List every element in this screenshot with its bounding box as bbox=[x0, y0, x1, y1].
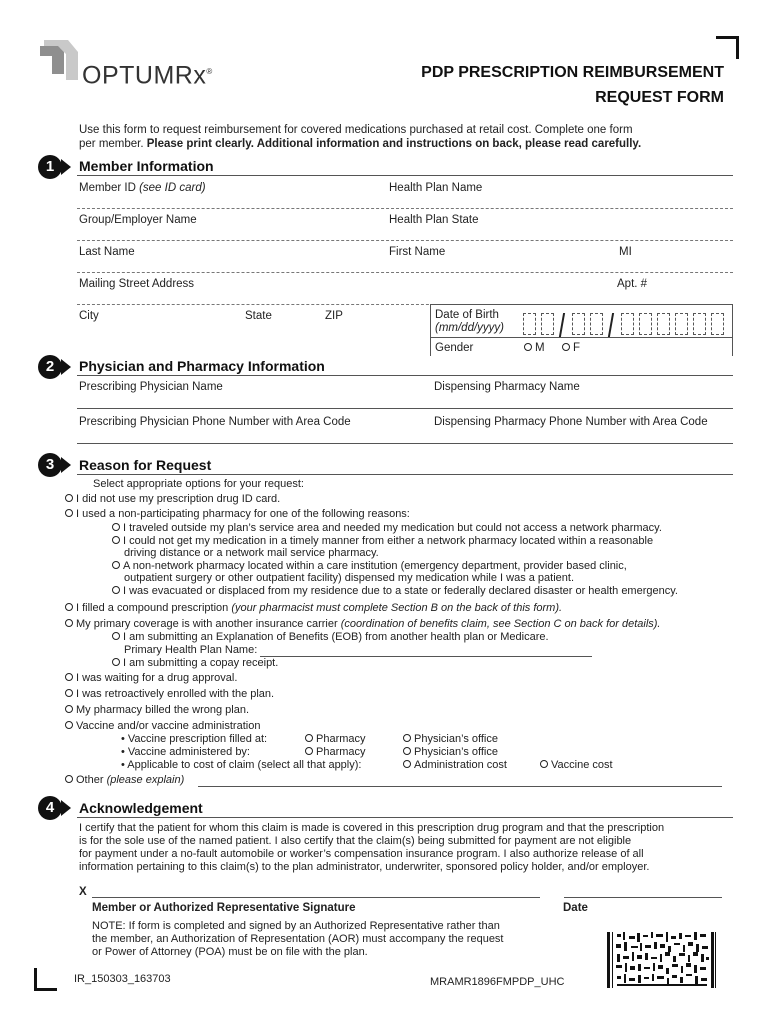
section1-rule bbox=[77, 175, 733, 176]
radio-circle-icon bbox=[524, 343, 532, 351]
radio-circle-icon bbox=[112, 586, 120, 594]
logo-text: OPTUMRx® bbox=[82, 61, 213, 90]
signature-label: Member or Authorized Representative Signature bbox=[92, 902, 356, 914]
radio-circle-icon bbox=[112, 536, 120, 544]
vaccine-cost-vaccine[interactable]: Vaccine cost bbox=[540, 759, 613, 772]
footer-left-code: IR_150303_163703 bbox=[74, 973, 171, 985]
section-number-2: 2 bbox=[38, 355, 62, 379]
ack-text-line3: for payment under a no-fault automobile or worker’s compensation insurance program. I also authorize release of all bbox=[79, 848, 644, 860]
optum-logo-icon bbox=[38, 36, 82, 84]
vaccine-admin-pharmacy[interactable]: Pharmacy bbox=[305, 746, 366, 759]
intro-line2: per member. Please print clearly. Additional information and instructions on back, please read carefully. bbox=[79, 138, 642, 150]
gender-label: Gender bbox=[435, 342, 474, 354]
last-name-field[interactable]: Last Name bbox=[79, 246, 135, 258]
ack-text-line1: I certify that the patient for whom this claim is made is covered in this prescription drug program and that the prescription bbox=[79, 822, 665, 834]
ack-text-line4: information pertaining to this claim(s) to the plan administrator, underwriter, sponsored policy holder, and/or employer. bbox=[79, 861, 650, 873]
corner-mark-bottom-left bbox=[34, 968, 57, 991]
mailing-address-field[interactable]: Mailing Street Address bbox=[79, 278, 195, 290]
radio-circle-icon bbox=[112, 658, 120, 666]
radio-circle-icon bbox=[403, 734, 411, 742]
aor-note-line1: NOTE: If form is completed and signed by an Authorized Representative rather than bbox=[92, 920, 500, 932]
group-employer-field[interactable]: Group/Employer Name bbox=[79, 214, 197, 226]
section2-rule bbox=[77, 375, 733, 376]
pharmacy-phone-field[interactable]: Dispensing Pharmacy Phone Number with Area Code bbox=[434, 416, 708, 428]
sub-option-care-institution[interactable]: A non-network pharmacy located within a care institution (emergency department, provider based clinic, bbox=[112, 560, 627, 573]
section4-rule bbox=[77, 817, 733, 818]
option-vaccine[interactable]: Vaccine and/or vaccine administration bbox=[65, 720, 260, 733]
dob-digit-box[interactable] bbox=[675, 313, 688, 335]
city-field[interactable]: City bbox=[79, 310, 99, 322]
vaccine-admin-physician[interactable]: Physician’s office bbox=[403, 746, 498, 759]
radio-circle-icon bbox=[65, 705, 73, 713]
physician-phone-field[interactable]: Prescribing Physician Phone Number with Area Code bbox=[79, 416, 351, 428]
dob-digit-box[interactable] bbox=[657, 313, 670, 335]
radio-circle-icon bbox=[403, 747, 411, 755]
pharmacy-name-field[interactable]: Dispensing Pharmacy Name bbox=[434, 381, 580, 393]
vaccine-cost-label: • Applicable to cost of claim (select all that apply): bbox=[121, 759, 362, 771]
sub-option-timely[interactable]: I could not get my medication in a timely manner from either a network pharmacy located within a reasonable bbox=[112, 535, 653, 548]
vaccine-admin-label: • Vaccine administered by: bbox=[121, 746, 250, 758]
row-divider bbox=[77, 208, 733, 209]
vaccine-cost-admin[interactable]: Administration cost bbox=[403, 759, 507, 772]
option-waiting-approval[interactable]: I was waiting for a drug approval. bbox=[65, 672, 237, 685]
health-plan-state-field[interactable]: Health Plan State bbox=[389, 214, 479, 226]
radio-circle-icon bbox=[403, 760, 411, 768]
select-options-note: Select appropriate options for your request: bbox=[93, 478, 304, 490]
radio-circle-icon bbox=[65, 721, 73, 729]
other-explain-input[interactable] bbox=[198, 786, 722, 787]
row-divider bbox=[77, 240, 733, 241]
vaccine-filled-pharmacy[interactable]: Pharmacy bbox=[305, 733, 366, 746]
signature-input[interactable] bbox=[92, 897, 540, 898]
row-divider bbox=[77, 408, 733, 409]
first-name-field[interactable]: First Name bbox=[389, 246, 446, 258]
dob-digit-box[interactable] bbox=[572, 313, 585, 335]
radio-circle-icon bbox=[540, 760, 548, 768]
intro-line1: Use this form to request reimbursement for covered medications purchased at retail cost. Complete one form bbox=[79, 124, 633, 136]
section-title-reason: Reason for Request bbox=[79, 457, 212, 473]
sub-option-traveled[interactable]: I traveled outside my plan’s service area and needed my medication but could not access a network pharmacy. bbox=[112, 522, 662, 535]
option-no-id-card[interactable]: I did not use my prescription drug ID card. bbox=[65, 493, 280, 506]
dob-format: (mm/dd/yyyy) bbox=[435, 322, 504, 334]
radio-circle-icon bbox=[112, 632, 120, 640]
radio-circle-icon bbox=[65, 673, 73, 681]
radio-circle-icon bbox=[65, 775, 73, 783]
date-label: Date bbox=[563, 902, 588, 914]
barcode-icon bbox=[607, 932, 717, 988]
ack-text-line2: is for the sole use of the named patient. I also certify that the claim(s) being submitted for payment are not eligible bbox=[79, 835, 632, 847]
dob-digit-box[interactable] bbox=[693, 313, 706, 335]
state-field[interactable]: State bbox=[245, 310, 272, 322]
radio-circle-icon bbox=[65, 509, 73, 517]
radio-circle-icon bbox=[65, 619, 73, 627]
primary-plan-name-label: Primary Health Plan Name: bbox=[124, 644, 258, 656]
primary-plan-name-input[interactable] bbox=[260, 656, 592, 657]
apt-field[interactable]: Apt. # bbox=[617, 278, 648, 290]
dob-digit-box[interactable] bbox=[711, 313, 724, 335]
radio-circle-icon bbox=[65, 494, 73, 502]
section-number-3: 3 bbox=[38, 453, 62, 477]
dob-digit-box[interactable] bbox=[639, 313, 652, 335]
health-plan-name-field[interactable]: Health Plan Name bbox=[389, 182, 483, 194]
form-title-line1: PDP PRESCRIPTION REIMBURSEMENT bbox=[421, 64, 724, 81]
zip-field[interactable]: ZIP bbox=[325, 310, 343, 322]
option-non-participating[interactable]: I used a non-participating pharmacy for one of the following reasons: bbox=[65, 508, 410, 521]
sub-option-eob[interactable]: I am submitting an Explanation of Benefits (EOB) from another health plan or Medicare. bbox=[112, 631, 549, 644]
physician-name-field[interactable]: Prescribing Physician Name bbox=[79, 381, 223, 393]
option-retroactive[interactable]: I was retroactively enrolled with the plan. bbox=[65, 688, 274, 701]
option-wrong-plan[interactable]: My pharmacy billed the wrong plan. bbox=[65, 704, 249, 717]
sub-option-care-cont: outpatient surgery or other outpatient facility) dispensed my medication while I was a patient. bbox=[124, 572, 575, 584]
row-divider bbox=[77, 443, 733, 444]
radio-circle-icon bbox=[112, 523, 120, 531]
aor-note-line3: or Power of Attorney (POA) must be on file with the plan. bbox=[92, 946, 368, 958]
sub-option-copay[interactable]: I am submitting a copay receipt. bbox=[112, 657, 278, 670]
vaccine-filled-label: • Vaccine prescription filled at: bbox=[121, 733, 268, 745]
gender-f-radio[interactable]: F bbox=[562, 341, 580, 355]
footer-right-code: MRAMR1896FMPDP_UHC bbox=[430, 976, 565, 988]
dob-digit-box[interactable] bbox=[621, 313, 634, 335]
dob-digit-box[interactable] bbox=[541, 313, 554, 335]
form-title-line2: REQUEST FORM bbox=[595, 89, 724, 106]
vaccine-filled-physician[interactable]: Physician’s office bbox=[403, 733, 498, 746]
radio-circle-icon bbox=[65, 689, 73, 697]
dob-label: Date of Birth bbox=[435, 309, 499, 321]
radio-circle-icon bbox=[65, 603, 73, 611]
section3-rule bbox=[77, 474, 733, 475]
section-title-acknowledgement: Acknowledgement bbox=[79, 800, 203, 816]
date-input[interactable] bbox=[564, 897, 722, 898]
radio-circle-icon bbox=[305, 734, 313, 742]
radio-circle-icon bbox=[562, 343, 570, 351]
option-compound[interactable]: I filled a compound prescription (your pharmacist must complete Section B on the back of this form). bbox=[65, 602, 562, 615]
section-title-member-information: Member Information bbox=[79, 158, 214, 174]
option-other[interactable]: Other (please explain) bbox=[65, 774, 184, 787]
mi-field[interactable]: MI bbox=[619, 246, 632, 258]
signature-x-mark: X bbox=[79, 886, 87, 898]
dob-gender-divider bbox=[430, 337, 733, 338]
dob-digit-box[interactable] bbox=[523, 313, 536, 335]
radio-circle-icon bbox=[112, 561, 120, 569]
sub-option-timely-cont: driving distance or a network mail service pharmacy. bbox=[124, 547, 379, 559]
gender-m-radio[interactable]: M bbox=[524, 341, 545, 355]
sub-option-evacuated[interactable]: I was evacuated or displaced from my residence due to a state or federally declared disaster or health emergency. bbox=[112, 585, 678, 598]
option-primary-coverage[interactable]: My primary coverage is with another insurance carrier (coordination of benefits claim, see Section C on back for details). bbox=[65, 618, 661, 631]
section-title-physician-pharmacy: Physician and Pharmacy Information bbox=[79, 358, 325, 374]
section-number-4: 4 bbox=[38, 796, 62, 820]
dob-digit-box[interactable] bbox=[590, 313, 603, 335]
aor-note-line2: the member, an Authorization of Representation (AOR) must accompany the request bbox=[92, 933, 504, 945]
row-divider bbox=[77, 272, 733, 273]
corner-mark-top-right bbox=[716, 36, 739, 59]
radio-circle-icon bbox=[305, 747, 313, 755]
member-id-field[interactable]: Member ID (see ID card) bbox=[79, 182, 206, 194]
section-number-1: 1 bbox=[38, 155, 62, 179]
